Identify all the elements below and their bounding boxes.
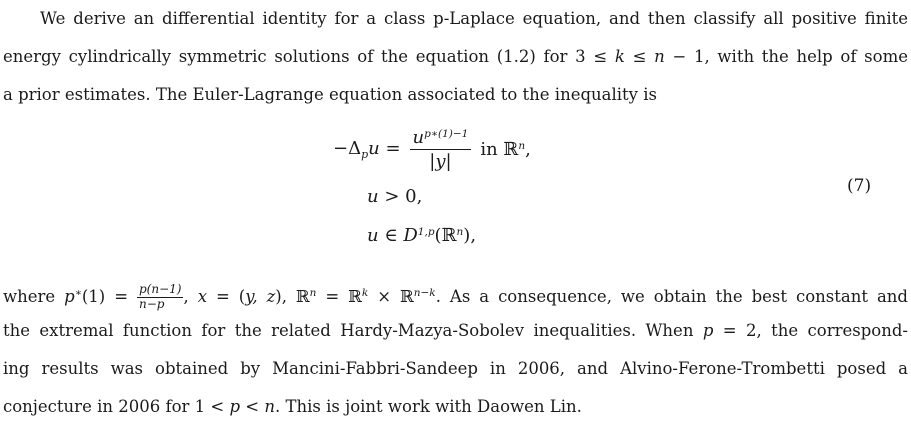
text-run: − 1, with the help of some [664,47,908,66]
rk-exponent: k [361,287,369,299]
inline-fraction-numerator: p(n−1) [139,282,182,297]
positivity-condition: > 0, [378,186,423,207]
math-var-p: p [64,287,75,306]
equals-sign: = [379,137,401,159]
space-exponent-1p: 1,p [417,226,435,238]
laplace-operator-term [333,138,401,161]
text-run: conjecture in 2006 for 1 < [3,397,230,416]
rnk-exponent: n−k [413,287,436,299]
text-run: energy cylindrically symmetric solutions of the equation (1.2) for 3 ≤ [3,47,615,66]
text-run: the extremal function for the related Hardy-Mazya-Sobolev inequalities. When [3,321,703,340]
text-run: × ℝ [368,287,414,306]
paragraph2-line2 [3,312,908,350]
paragraph2-line3: ing results was obtained by Mancini-Fabbri-Sandeep in 2006, and Alvino-Ferone-Trombetti posed a [3,359,908,378]
text-run: = ( [207,287,246,306]
in-rn-text: in ℝ [480,138,519,160]
math-vars-yz: y, z [245,287,276,306]
equation-number: (7) [847,176,872,196]
math-var-k: k [614,47,625,66]
paragraph1-line2 [3,38,908,76]
open-paren-rn: (ℝ [434,225,457,246]
numerator-base-u: u [412,126,425,148]
text-run: = ℝ [316,287,362,306]
math-var-n: n [654,47,665,66]
paragraph2-line1 [3,274,908,312]
text-run: ), ℝ [275,287,310,306]
math-var-u: u [367,186,379,207]
paragraph1-line3: a prior estimates. The Euler-Lagrange equation associated to the inequality is [3,85,657,104]
inline-fraction [137,283,183,312]
inline-fraction-denominator: n−p [137,297,183,312]
numerator-exponent: p∗(1)−1 [424,127,469,140]
delta-subscript-p: p [361,147,369,161]
abstract-paragraph-2 [0,274,911,426]
fraction [410,127,472,172]
text-run: ≤ [624,47,655,66]
rn-exponent: n [456,226,464,238]
paragraph2-line4 [3,388,908,426]
u-in-space: u ∈ D [367,225,418,246]
fraction-denominator: |y| [410,149,472,172]
star-superscript: ∗ [74,287,82,299]
text-run: = 2, the correspond- [713,321,908,340]
math-var-p: p [702,321,714,340]
math-var-u: u [368,137,380,159]
rn-exponent: n [309,287,317,299]
text-run: < [240,397,265,416]
math-var-x: x [197,287,207,306]
minus-delta: −Δ [333,137,362,159]
text-run: where [3,287,65,306]
text-run: (1) = [81,287,137,306]
comma: , [525,138,531,160]
equation-line-3 [367,225,476,246]
equation-line-1 [333,120,531,178]
text-run: . This is joint work with Daowen Lin. [274,397,582,416]
domain-term [480,139,531,160]
paragraph1-line1: We derive an differential identity for a class p-Laplace equation, and then classify all positive finite [40,9,908,28]
fraction-numerator [410,127,472,149]
text-run: . As a consequence, we obtain the best constant and [435,287,908,306]
math-var-p: p [229,397,241,416]
rn-exponent: n [518,139,526,152]
math-var-n: n [264,397,275,416]
text-run: , [183,287,198,306]
abstract-paragraph-1 [0,0,911,114]
equation-line-2 [367,186,422,207]
close-paren-comma: ), [463,225,477,246]
